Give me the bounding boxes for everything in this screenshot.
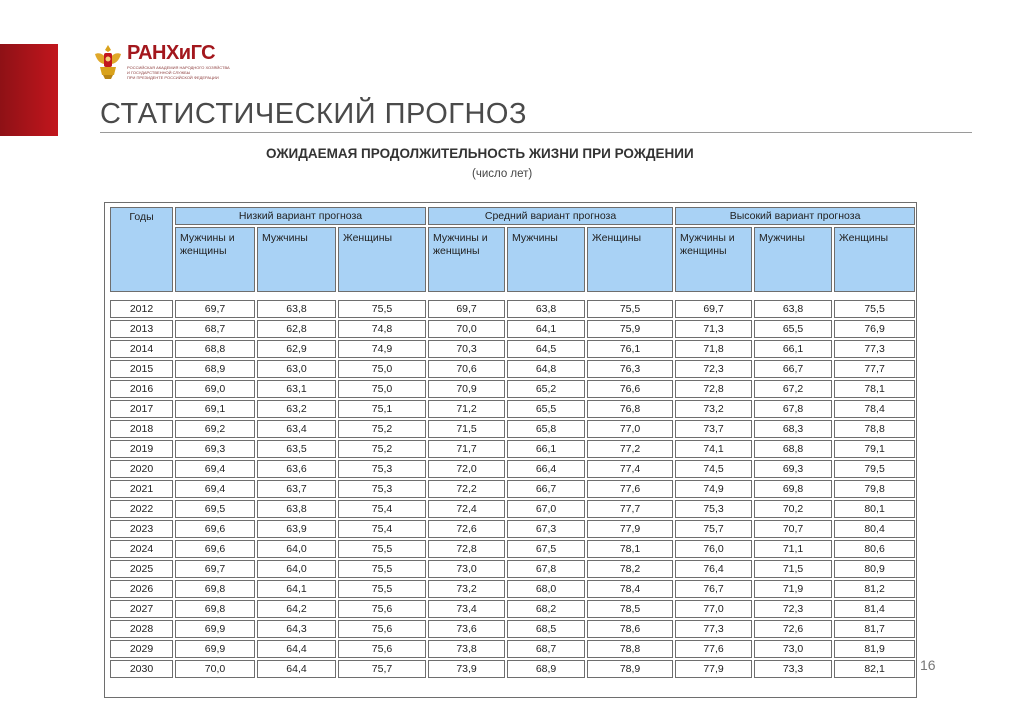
table-row xyxy=(110,520,915,538)
value-cell: 73,0 xyxy=(754,640,832,658)
value-cell: 66,1 xyxy=(507,440,585,458)
col-header-women: Женщины xyxy=(587,227,673,292)
value-cell: 77,4 xyxy=(587,460,673,478)
value-cell: 69,8 xyxy=(175,600,255,618)
year-cell: 2021 xyxy=(110,480,173,498)
value-cell: 75,5 xyxy=(338,540,426,558)
value-cell: 75,0 xyxy=(338,380,426,398)
value-cell: 72,4 xyxy=(428,500,505,518)
year-cell: 2013 xyxy=(110,320,173,338)
value-cell: 74,1 xyxy=(675,440,752,458)
table-row xyxy=(110,300,915,318)
year-cell: 2029 xyxy=(110,640,173,658)
value-cell: 69,7 xyxy=(675,300,752,318)
value-cell: 75,5 xyxy=(338,300,426,318)
value-cell: 65,5 xyxy=(754,320,832,338)
col-header-both: Мужчины и женщины xyxy=(675,227,752,292)
value-cell: 73,2 xyxy=(675,400,752,418)
value-cell: 72,8 xyxy=(675,380,752,398)
value-cell: 75,1 xyxy=(338,400,426,418)
forecast-table-frame xyxy=(104,202,917,698)
years-header: Годы xyxy=(110,207,173,292)
value-cell: 75,3 xyxy=(675,500,752,518)
value-cell: 70,6 xyxy=(428,360,505,378)
value-cell: 69,4 xyxy=(175,480,255,498)
value-cell: 73,0 xyxy=(428,560,505,578)
value-cell: 75,3 xyxy=(338,460,426,478)
value-cell: 80,1 xyxy=(834,500,915,518)
value-cell: 82,1 xyxy=(834,660,915,678)
value-cell: 79,5 xyxy=(834,460,915,478)
table-row xyxy=(110,320,915,338)
value-cell: 81,2 xyxy=(834,580,915,598)
value-cell: 73,6 xyxy=(428,620,505,638)
value-cell: 68,0 xyxy=(507,580,585,598)
table-row xyxy=(110,360,915,378)
value-cell: 64,1 xyxy=(257,580,336,598)
value-cell: 69,3 xyxy=(754,460,832,478)
value-cell: 63,4 xyxy=(257,420,336,438)
value-cell: 73,4 xyxy=(428,600,505,618)
table-row xyxy=(110,660,915,678)
year-cell: 2028 xyxy=(110,620,173,638)
title-divider xyxy=(100,132,972,133)
value-cell: 71,1 xyxy=(754,540,832,558)
value-cell: 75,6 xyxy=(338,640,426,658)
year-cell: 2024 xyxy=(110,540,173,558)
value-cell: 63,8 xyxy=(507,300,585,318)
value-cell: 68,9 xyxy=(175,360,255,378)
medium-variant-header: Средний вариант прогноза xyxy=(428,207,673,225)
page-number: 16 xyxy=(920,657,936,673)
value-cell: 75,7 xyxy=(338,660,426,678)
accent-bar xyxy=(0,44,58,136)
value-cell: 75,5 xyxy=(587,300,673,318)
value-cell: 69,4 xyxy=(175,460,255,478)
value-cell: 78,8 xyxy=(587,640,673,658)
table-subtitle: (число лет) xyxy=(472,168,533,180)
table-row xyxy=(110,500,915,518)
value-cell: 63,6 xyxy=(257,460,336,478)
value-cell: 73,9 xyxy=(428,660,505,678)
table-row xyxy=(110,600,915,618)
high-variant-header: Высокий вариант прогноза xyxy=(675,207,915,225)
value-cell: 76,6 xyxy=(587,380,673,398)
year-cell: 2015 xyxy=(110,360,173,378)
value-cell: 79,1 xyxy=(834,440,915,458)
value-cell: 78,9 xyxy=(587,660,673,678)
value-cell: 77,6 xyxy=(587,480,673,498)
value-cell: 81,4 xyxy=(834,600,915,618)
value-cell: 68,8 xyxy=(754,440,832,458)
value-cell: 75,6 xyxy=(338,620,426,638)
value-cell: 64,1 xyxy=(507,320,585,338)
value-cell: 75,5 xyxy=(338,580,426,598)
value-cell: 63,9 xyxy=(257,520,336,538)
value-cell: 77,2 xyxy=(587,440,673,458)
value-cell: 77,0 xyxy=(675,600,752,618)
value-cell: 76,1 xyxy=(587,340,673,358)
value-cell: 78,1 xyxy=(834,380,915,398)
value-cell: 74,9 xyxy=(338,340,426,358)
col-header-both: Мужчины и женщины xyxy=(175,227,255,292)
value-cell: 76,9 xyxy=(834,320,915,338)
eagle-emblem-icon xyxy=(93,42,123,80)
value-cell: 68,5 xyxy=(507,620,585,638)
value-cell: 67,5 xyxy=(507,540,585,558)
col-header-men: Мужчины xyxy=(507,227,585,292)
value-cell: 70,0 xyxy=(428,320,505,338)
value-cell: 63,7 xyxy=(257,480,336,498)
value-cell: 69,7 xyxy=(175,560,255,578)
value-cell: 76,0 xyxy=(675,540,752,558)
table-row xyxy=(110,420,915,438)
year-cell: 2020 xyxy=(110,460,173,478)
value-cell: 75,4 xyxy=(338,500,426,518)
value-cell: 77,0 xyxy=(587,420,673,438)
year-cell: 2019 xyxy=(110,440,173,458)
table-title: ОЖИДАЕМАЯ ПРОДОЛЖИТЕЛЬНОСТЬ ЖИЗНИ ПРИ РОЖДЕНИИ xyxy=(266,146,694,161)
value-cell: 75,2 xyxy=(338,420,426,438)
value-cell: 65,8 xyxy=(507,420,585,438)
value-cell: 77,7 xyxy=(587,500,673,518)
value-cell: 76,7 xyxy=(675,580,752,598)
value-cell: 73,7 xyxy=(675,420,752,438)
value-cell: 79,8 xyxy=(834,480,915,498)
table-row xyxy=(110,340,915,358)
value-cell: 70,2 xyxy=(754,500,832,518)
value-cell: 78,4 xyxy=(834,400,915,418)
value-cell: 65,2 xyxy=(507,380,585,398)
col-header-men: Мужчины xyxy=(257,227,336,292)
value-cell: 76,8 xyxy=(587,400,673,418)
logo-subtitle-line: РОССИЙСКАЯ АКАДЕМИЯ НАРОДНОГО ХОЗЯЙСТВА xyxy=(127,65,230,70)
value-cell: 64,8 xyxy=(507,360,585,378)
value-cell: 63,5 xyxy=(257,440,336,458)
year-cell: 2030 xyxy=(110,660,173,678)
value-cell: 75,9 xyxy=(587,320,673,338)
value-cell: 69,3 xyxy=(175,440,255,458)
value-cell: 74,5 xyxy=(675,460,752,478)
value-cell: 71,9 xyxy=(754,580,832,598)
year-cell: 2016 xyxy=(110,380,173,398)
col-header-women: Женщины xyxy=(338,227,426,292)
value-cell: 62,8 xyxy=(257,320,336,338)
value-cell: 75,5 xyxy=(834,300,915,318)
value-cell: 63,8 xyxy=(257,300,336,318)
table-row xyxy=(110,480,915,498)
value-cell: 71,2 xyxy=(428,400,505,418)
value-cell: 67,0 xyxy=(507,500,585,518)
value-cell: 65,5 xyxy=(507,400,585,418)
value-cell: 74,8 xyxy=(338,320,426,338)
value-cell: 69,6 xyxy=(175,540,255,558)
table-row xyxy=(110,440,915,458)
value-cell: 75,7 xyxy=(675,520,752,538)
value-cell: 72,3 xyxy=(754,600,832,618)
value-cell: 76,3 xyxy=(587,360,673,378)
table-row xyxy=(110,580,915,598)
value-cell: 78,1 xyxy=(587,540,673,558)
life-expectancy-table xyxy=(108,205,917,680)
value-cell: 62,9 xyxy=(257,340,336,358)
value-cell: 73,8 xyxy=(428,640,505,658)
value-cell: 64,2 xyxy=(257,600,336,618)
col-header-women: Женщины xyxy=(834,227,915,292)
value-cell: 75,0 xyxy=(338,360,426,378)
value-cell: 64,4 xyxy=(257,660,336,678)
low-variant-header: Низкий вариант прогноза xyxy=(175,207,426,225)
value-cell: 69,8 xyxy=(754,480,832,498)
value-cell: 64,5 xyxy=(507,340,585,358)
value-cell: 70,9 xyxy=(428,380,505,398)
year-cell: 2026 xyxy=(110,580,173,598)
value-cell: 71,8 xyxy=(675,340,752,358)
value-cell: 72,8 xyxy=(428,540,505,558)
value-cell: 77,6 xyxy=(675,640,752,658)
value-cell: 69,0 xyxy=(175,380,255,398)
value-cell: 80,6 xyxy=(834,540,915,558)
year-cell: 2014 xyxy=(110,340,173,358)
year-cell: 2025 xyxy=(110,560,173,578)
value-cell: 77,3 xyxy=(834,340,915,358)
value-cell: 71,7 xyxy=(428,440,505,458)
value-cell: 69,2 xyxy=(175,420,255,438)
value-cell: 69,9 xyxy=(175,620,255,638)
value-cell: 63,1 xyxy=(257,380,336,398)
value-cell: 67,2 xyxy=(754,380,832,398)
value-cell: 68,7 xyxy=(175,320,255,338)
value-cell: 78,5 xyxy=(587,600,673,618)
table-row xyxy=(110,380,915,398)
value-cell: 69,5 xyxy=(175,500,255,518)
table-row xyxy=(110,540,915,558)
value-cell: 67,8 xyxy=(754,400,832,418)
value-cell: 78,2 xyxy=(587,560,673,578)
value-cell: 80,9 xyxy=(834,560,915,578)
value-cell: 81,7 xyxy=(834,620,915,638)
value-cell: 68,2 xyxy=(507,600,585,618)
logo-name: РАНХиГС xyxy=(127,42,216,64)
table-row xyxy=(110,640,915,658)
value-cell: 63,8 xyxy=(257,500,336,518)
value-cell: 69,1 xyxy=(175,400,255,418)
value-cell: 67,8 xyxy=(507,560,585,578)
value-cell: 64,4 xyxy=(257,640,336,658)
value-cell: 77,3 xyxy=(675,620,752,638)
value-cell: 70,3 xyxy=(428,340,505,358)
year-cell: 2012 xyxy=(110,300,173,318)
value-cell: 81,9 xyxy=(834,640,915,658)
year-cell: 2022 xyxy=(110,500,173,518)
year-cell: 2018 xyxy=(110,420,173,438)
value-cell: 64,0 xyxy=(257,560,336,578)
value-cell: 69,7 xyxy=(428,300,505,318)
value-cell: 63,8 xyxy=(754,300,832,318)
value-cell: 78,6 xyxy=(587,620,673,638)
value-cell: 72,6 xyxy=(428,520,505,538)
table-row xyxy=(110,560,915,578)
year-cell: 2027 xyxy=(110,600,173,618)
value-cell: 67,3 xyxy=(507,520,585,538)
value-cell: 70,0 xyxy=(175,660,255,678)
value-cell: 69,7 xyxy=(175,300,255,318)
value-cell: 66,7 xyxy=(507,480,585,498)
value-cell: 72,0 xyxy=(428,460,505,478)
year-cell: 2017 xyxy=(110,400,173,418)
value-cell: 66,7 xyxy=(754,360,832,378)
value-cell: 80,4 xyxy=(834,520,915,538)
logo-subtitle-line: ПРИ ПРЕЗИДЕНТЕ РОССИЙСКОЙ ФЕДЕРАЦИИ xyxy=(127,75,219,80)
value-cell: 72,3 xyxy=(675,360,752,378)
value-cell: 69,9 xyxy=(175,640,255,658)
value-cell: 69,8 xyxy=(175,580,255,598)
logo xyxy=(93,42,230,82)
year-cell: 2023 xyxy=(110,520,173,538)
value-cell: 75,6 xyxy=(338,600,426,618)
value-cell: 73,2 xyxy=(428,580,505,598)
col-header-both: Мужчины и женщины xyxy=(428,227,505,292)
value-cell: 68,8 xyxy=(175,340,255,358)
value-cell: 76,4 xyxy=(675,560,752,578)
value-cell: 68,7 xyxy=(507,640,585,658)
table-row xyxy=(110,620,915,638)
value-cell: 78,8 xyxy=(834,420,915,438)
value-cell: 71,5 xyxy=(754,560,832,578)
value-cell: 66,4 xyxy=(507,460,585,478)
table-row xyxy=(110,400,915,418)
value-cell: 71,5 xyxy=(428,420,505,438)
value-cell: 68,3 xyxy=(754,420,832,438)
table-row xyxy=(110,460,915,478)
value-cell: 74,9 xyxy=(675,480,752,498)
value-cell: 69,6 xyxy=(175,520,255,538)
value-cell: 71,3 xyxy=(675,320,752,338)
value-cell: 77,7 xyxy=(834,360,915,378)
logo-subtitle-line: И ГОСУДАРСТВЕННОЙ СЛУЖБЫ xyxy=(127,70,191,75)
value-cell: 77,9 xyxy=(675,660,752,678)
value-cell: 77,9 xyxy=(587,520,673,538)
value-cell: 63,2 xyxy=(257,400,336,418)
value-cell: 75,4 xyxy=(338,520,426,538)
col-header-men: Мужчины xyxy=(754,227,832,292)
value-cell: 72,6 xyxy=(754,620,832,638)
value-cell: 66,1 xyxy=(754,340,832,358)
value-cell: 78,4 xyxy=(587,580,673,598)
value-cell: 75,3 xyxy=(338,480,426,498)
table-body xyxy=(110,294,915,678)
value-cell: 75,2 xyxy=(338,440,426,458)
value-cell: 64,3 xyxy=(257,620,336,638)
value-cell: 68,9 xyxy=(507,660,585,678)
value-cell: 70,7 xyxy=(754,520,832,538)
value-cell: 64,0 xyxy=(257,540,336,558)
value-cell: 73,3 xyxy=(754,660,832,678)
slide-title: СТАТИСТИЧЕСКИЙ ПРОГНОЗ xyxy=(100,98,527,130)
value-cell: 72,2 xyxy=(428,480,505,498)
value-cell: 75,5 xyxy=(338,560,426,578)
value-cell: 63,0 xyxy=(257,360,336,378)
